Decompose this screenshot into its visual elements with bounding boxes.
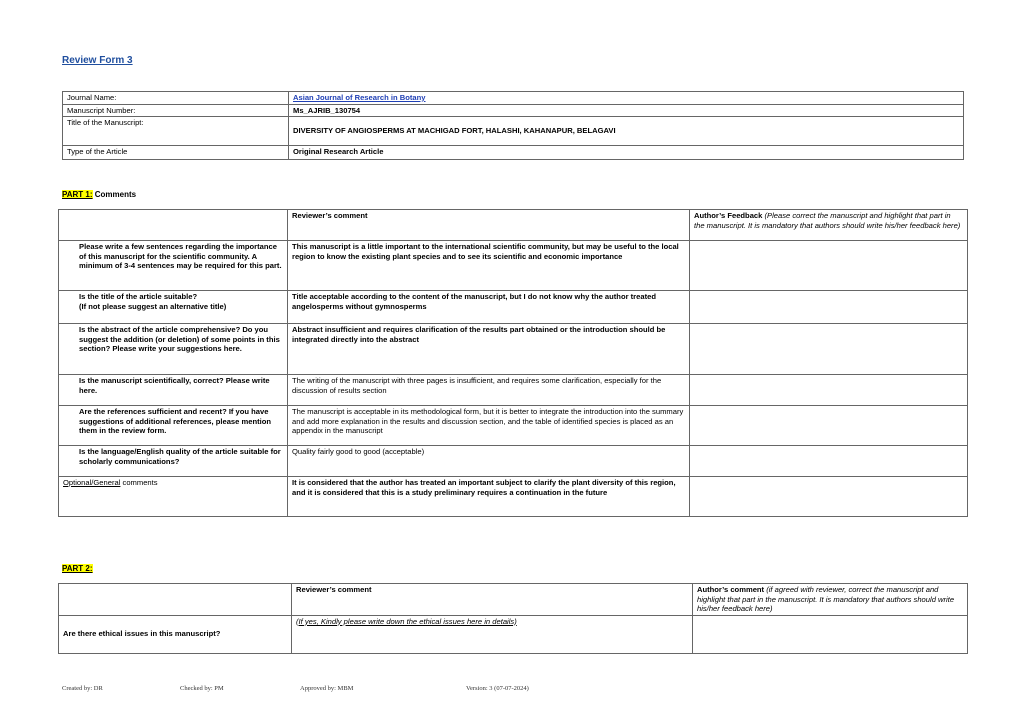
part2-author-header [693, 584, 968, 616]
journal-name-row [63, 92, 964, 105]
question-abstract: Is the abstract of the article comprehensive? Do you suggest the addition (or deletion) of some points in this section? Please write your suggestions here. [59, 324, 288, 375]
article-type-label: Type of the Article [63, 146, 289, 160]
footer-checked: Checked by: PM [180, 685, 224, 692]
reviewer-comment-optional: It is considered that the author has treated an important subject to clarify the plant diversity of this region, and it is considered that this is a study preliminary requires a continuation in the future [288, 477, 690, 517]
author-feedback-optional[interactable] [690, 477, 968, 517]
table-row [59, 324, 968, 375]
optional-comments-label [59, 477, 288, 517]
reviewer-comment-language: Quality fairly good to good (acceptable) [288, 446, 690, 477]
part2-ethics-table [58, 583, 968, 654]
reviewer-comment-title: Title acceptable according to the content of the manuscript, but I do not know why the author treated angelosperms without gymnosperms [288, 291, 690, 324]
table-row [59, 406, 968, 446]
question-language: Is the language/English quality of the article suitable for scholarly communications? [59, 446, 288, 477]
manuscript-number-value: Ms_AJRIB_130754 [289, 104, 964, 117]
manuscript-number-row [63, 104, 964, 117]
part1-header-blank [59, 210, 288, 241]
form-title: Review Form 3 [62, 55, 133, 66]
table-row [59, 477, 968, 517]
manuscript-title-label: Title of the Manuscript: [63, 117, 289, 146]
part1-author-header-bold: Author’s Feedback [694, 211, 763, 220]
reviewer-comment-importance: This manuscript is a little important to the international scientific community, but may be useful to the local region to know the existing plant species and to see its scientific and economic importance [288, 241, 690, 291]
part2-reviewer-header: Reviewer’s comment [292, 584, 693, 616]
part1-label [62, 190, 136, 199]
journal-info-table [62, 91, 964, 160]
part2-header-row [59, 584, 968, 616]
footer-created: Created by: DR [62, 685, 103, 692]
part2-author-header-italic: (if agreed with reviewer, correct the manuscript and highlight that part in the manuscript. It is mandatory that authors should write his/her feedback here) [697, 585, 955, 613]
journal-name-label: Journal Name: [63, 92, 289, 105]
part1-reviewer-header: Reviewer’s comment [288, 210, 690, 241]
part1-author-header-italic: (Please correct the manuscript and highlight that part in the manuscript. It is mandatory that authors should write his/her feedback here) [694, 211, 961, 230]
author-feedback-language[interactable] [690, 446, 968, 477]
table-row [59, 446, 968, 477]
part2-header-blank [59, 584, 292, 616]
optional-label-rest: comments [120, 478, 158, 487]
table-row [59, 375, 968, 406]
part1-label-rest: Comments [92, 190, 137, 199]
optional-label-underlined: Optional/General [63, 478, 121, 487]
manuscript-number-label: Manuscript Number: [63, 104, 289, 117]
part1-comments-table [58, 209, 968, 517]
part1-label-highlight: PART 1: [62, 190, 93, 199]
ethics-reviewer-comment[interactable] [292, 615, 693, 653]
manuscript-title-row [63, 117, 964, 146]
article-type-row [63, 146, 964, 160]
author-feedback-scientific[interactable] [690, 375, 968, 406]
part2-author-header-bold: Author’s comment [697, 585, 765, 594]
part2-label [62, 564, 93, 573]
article-type-value: Original Research Article [289, 146, 964, 160]
question-references: Are the references sufficient and recent? If you have suggestions of additional references, please mention them in the review form. [59, 406, 288, 446]
ethics-question: Are there ethical issues in this manuscript? [59, 615, 292, 653]
question-scientific: Is the manuscript scientifically, correct? Please write here. [59, 375, 288, 406]
author-feedback-importance[interactable] [690, 241, 968, 291]
question-importance: Please write a few sentences regarding the importance of this manuscript for the scientific community. A minimum of 3-4 sentences may be required for this part. [59, 241, 288, 291]
part1-header-row [59, 210, 968, 241]
table-row [59, 241, 968, 291]
ethics-instruction: (If yes, Kindly please write down the ethical issues here in details) [296, 616, 517, 626]
reviewer-comment-abstract: Abstract insufficient and requires clarification of the results part obtained or the introduction should be integrated directly into the abstract [288, 324, 690, 375]
part1-author-header [690, 210, 968, 241]
author-feedback-abstract[interactable] [690, 324, 968, 375]
table-row [59, 615, 968, 653]
manuscript-title-value: DIVERSITY OF ANGIOSPERMS AT MACHIGAD FORT, HALASHI, KAHANAPUR, BELAGAVI [289, 117, 964, 146]
ethics-author-comment[interactable] [693, 615, 968, 653]
part2-label-highlight: PART 2: [62, 564, 93, 573]
author-feedback-title[interactable] [690, 291, 968, 324]
journal-name-link[interactable]: Asian Journal of Research in Botany [293, 93, 426, 102]
table-row [59, 291, 968, 324]
footer-version: Version: 3 (07-07-2024) [466, 685, 529, 692]
reviewer-comment-references: The manuscript is acceptable in its methodological form, but it is better to integrate the introduction into the summary and add more explanation in the results and discussion section, and the table of identified species is placed as an appendix in the manuscript [288, 406, 690, 446]
question-title: Is the title of the article suitable? (If not please suggest an alternative title) [59, 291, 288, 324]
reviewer-comment-scientific: The writing of the manuscript with three pages is insufficient, and requires some clarification, especially for the discussion of results section [288, 375, 690, 406]
footer-approved: Approved by: MBM [300, 685, 354, 692]
author-feedback-references[interactable] [690, 406, 968, 446]
